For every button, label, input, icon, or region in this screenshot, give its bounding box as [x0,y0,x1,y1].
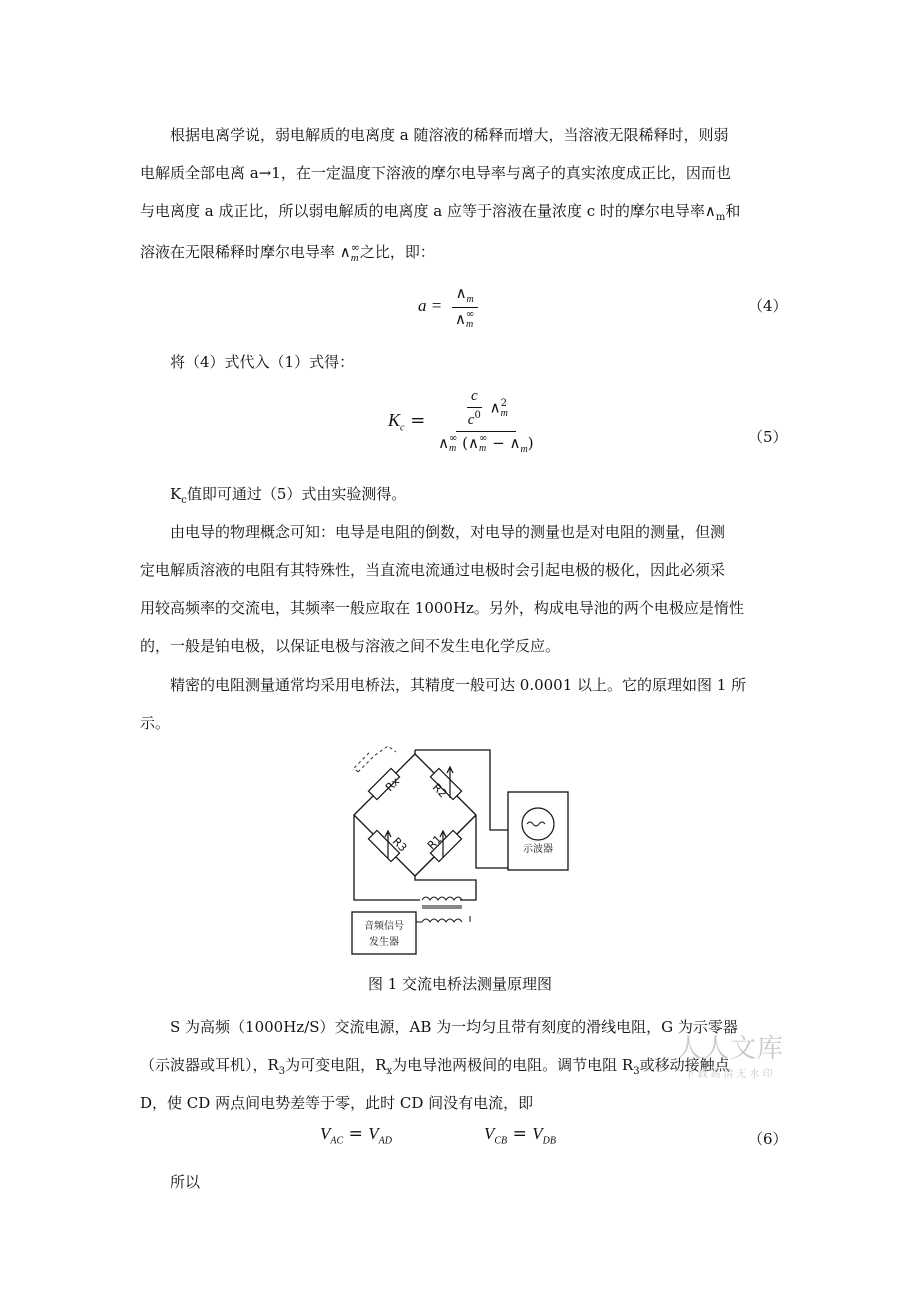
watermark-title: 人人文库 [676,1034,785,1064]
substitution-text: 将（4）式代入（1）式得： [170,353,355,371]
wire-top-to-scope [415,750,508,830]
paragraph-explanation-1: S 为高频（1000Hz/S）交流电源，AB 为一均匀且带有刻度的滑线电阻，G 为示零器 [170,1018,738,1036]
equation-6-number: （6） [748,1130,788,1148]
paragraph-explanation-2: （示波器或耳机），$R_3$为可变电阻，$R_x$为电导池两极间的电阻。调节电阻 $R_3$或移动接触点 [140,1056,730,1077]
label-r2: R2 [429,780,450,801]
watermark-subtitle: 下载高清无水印 [684,1069,776,1080]
equation-4-number: （4） [748,297,788,315]
oscilloscope-label: 示波器 [523,844,553,855]
equation-6b: $V_{CB} = V_{DB}$ [484,1124,556,1147]
conductivity-cell-dashed [354,746,396,772]
paragraph-ionization-3: 与电离度 a 成正比，所以弱电解质的电离度 a 应等于溶液在量浓度 c 时的摩尔电导率$\wedge_m$和 [140,202,741,223]
equation-4-fraction: $\wedge_m$ ∧ ∞ m [451,284,478,330]
label-r3: R3 [389,834,410,855]
so-text: 所以 [170,1173,201,1191]
kc-text: $K_c$值即可通过（5）式由实验测得。 [170,485,407,506]
label-rx: Rx [382,774,403,795]
equation-5-lhs: $K_c$ = [388,409,426,434]
equation-6a: $V_{AC} = V_{AD}$ [320,1124,392,1147]
oscilloscope-screen [522,808,554,840]
lambda-inf-script: ∞ m [350,241,360,264]
wire-right-to-scope [476,815,508,868]
signal-generator-label-2: 发生器 [369,937,399,948]
label-r1: R1 [424,832,445,853]
equation-4: a = $\wedge_m$ ∧ ∞ m [418,284,478,330]
transformer-coils [416,897,470,922]
paragraph-explanation-3: D，使 CD 两点间电势差等于零，此时 CD 间没有电流，即 [140,1094,534,1112]
paragraph-conductance-4: 的，一般是铂电极，以保证电极与溶液之间不发生电化学反应。 [140,637,561,655]
paragraph-bridge-2: 示。 [140,714,171,732]
equation-5 [388,388,538,455]
equation-5-fraction: $\frac{c}{c^0}$ ∧ 2 m ∧ ∞ m (∧ ∞ m − $\wedge_m$) [438,388,534,455]
equation-5-number: （5） [748,428,788,446]
paragraph-ionization-1: 根据电离学说，弱电解质的电离度 a 随溶液的稀释而增大，当溶液无限稀释时，则弱 [170,126,729,144]
paragraph-ionization-4: 溶液在无限稀释时摩尔电导率 ∧ ∞ m 之比，即： [140,241,435,264]
paragraph-conductance-2: 定电解质溶液的电阻有其特殊性，当直流电流通过电极时会引起电极的极化，因此必须采 [140,561,726,579]
paragraph-ionization-2: 电解质全部电离 a→1，在一定温度下溶液的摩尔电导率与离子的真实浓度成正比，因而也 [140,164,731,182]
paragraph-conductance-1: 由电导的物理概念可知：电导是电阻的倒数，对电导的测量也是对电阻的测量，但测 [170,523,726,541]
bridge-circuit-diagram [340,740,580,960]
watermark [676,1028,784,1080]
figure-caption: 图 1 交流电桥法测量原理图 [367,975,553,993]
wire-bottom-to-transformer [415,876,476,900]
paragraph-conductance-3: 用较高频率的交流电，其频率一般应取在 1000Hz。另外，构成电导池的两个电极应是惰性 [140,599,744,617]
signal-generator-label-1: 音频信号 [364,921,404,932]
paragraph-bridge-1: 精密的电阻测量通常均采用电桥法，其精度一般可达 0.0001 以上。它的原理如图 1 所 [170,676,747,694]
